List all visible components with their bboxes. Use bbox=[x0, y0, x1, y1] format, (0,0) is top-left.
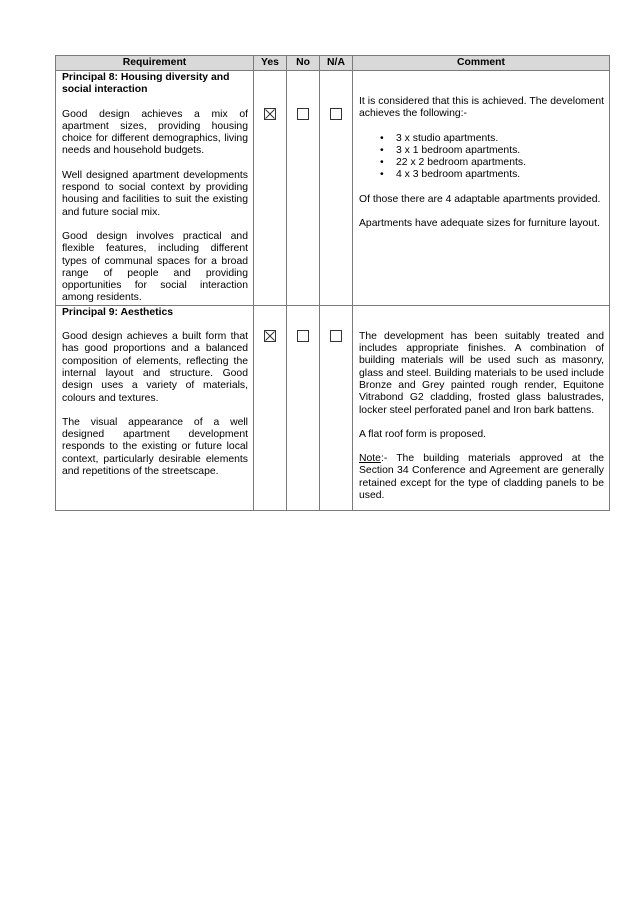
no-cell bbox=[287, 71, 320, 306]
list-item: • 4 x 3 bedroom apartments. bbox=[359, 169, 604, 181]
yes-checkbox-checked[interactable] bbox=[264, 330, 276, 342]
na-checkbox[interactable] bbox=[330, 330, 342, 342]
requirement-paragraph: Well designed apartment developments respond to social context by providing housing and facilities to suit the existing and future social mix. bbox=[62, 169, 248, 218]
comment-paragraph: Apartments have adequate sizes for furniture layout. bbox=[359, 218, 600, 230]
yes-checkbox-checked[interactable] bbox=[264, 108, 276, 120]
comment-paragraph: Of those there are 4 adaptable apartments provided. bbox=[359, 193, 601, 205]
yes-cell bbox=[254, 305, 287, 510]
table-row-principle-9 bbox=[56, 305, 610, 510]
comment-intro: It is considered that this is achieved. The develoment achieves the following:- bbox=[359, 96, 604, 120]
yes-cell bbox=[254, 71, 287, 306]
comment-cell bbox=[353, 305, 610, 510]
no-checkbox[interactable] bbox=[297, 330, 309, 342]
header-no: No bbox=[287, 56, 320, 71]
requirement-paragraph: Good design involves practical and flexible features, including different types of communal spaces for a broad range of people and providing opportunities for social interaction among residents. bbox=[62, 230, 248, 304]
requirements-table bbox=[55, 55, 610, 511]
note-text: :- The building materials approved at the Section 34 Conference and Agreement are generally retained except for the type of cladding panels to be used. bbox=[359, 453, 604, 502]
requirement-paragraph: Good design achieves a mix of apartment sizes, providing housing choice for different demographics, living needs and household budgets. bbox=[62, 108, 248, 157]
no-checkbox[interactable] bbox=[297, 108, 309, 120]
list-item: • 3 x studio apartments. bbox=[359, 133, 604, 145]
table-row-principle-8 bbox=[56, 71, 610, 306]
na-cell bbox=[320, 305, 353, 510]
x-mark-icon bbox=[265, 331, 275, 341]
note-label: Note bbox=[359, 453, 381, 465]
header-requirement: Requirement bbox=[56, 56, 254, 71]
requirement-cell bbox=[56, 305, 254, 510]
principle-heading: Principal 9: Aesthetics bbox=[62, 306, 174, 318]
table-header-row bbox=[56, 56, 610, 71]
header-na: N/A bbox=[320, 56, 353, 71]
no-cell bbox=[287, 305, 320, 510]
header-comment: Comment bbox=[353, 56, 610, 71]
comment-paragraph: A flat roof form is proposed. bbox=[359, 428, 487, 440]
na-checkbox[interactable] bbox=[330, 108, 342, 120]
comment-cell bbox=[353, 71, 610, 306]
list-item: • 22 x 2 bedroom apartments. bbox=[359, 157, 604, 169]
requirement-paragraph: The visual appearance of a well designed apartment development responds to the existing or future local context, particularly desirable elements and repetitions of the streetscape. bbox=[62, 416, 248, 478]
comment-paragraph: The development has been suitably treated and includes appropriate finishes. A combination of building materials will be used such as masonry, glass and steel. Building materials to be used include Bronze and Grey painted rough render, Equitone Vitrabond G2 cladding, frosted glass balustrades, locker steel perforated panel and Iron bark battens. bbox=[359, 330, 604, 416]
apartment-mix-list bbox=[359, 133, 604, 182]
comment-note bbox=[359, 453, 604, 502]
na-cell bbox=[320, 71, 353, 306]
header-yes: Yes bbox=[254, 56, 287, 71]
principle-heading: Principal 8: Housing diversity and social interaction bbox=[62, 72, 230, 96]
x-mark-icon bbox=[265, 109, 275, 119]
requirement-cell bbox=[56, 71, 254, 306]
requirement-paragraph: Good design achieves a built form that has good proportions and a balanced composition of elements, reflecting the internal layout and structure. Good design uses a variety of materials, colours and textures. bbox=[62, 331, 248, 404]
list-item: • 3 x 1 bedroom apartments. bbox=[359, 145, 604, 157]
